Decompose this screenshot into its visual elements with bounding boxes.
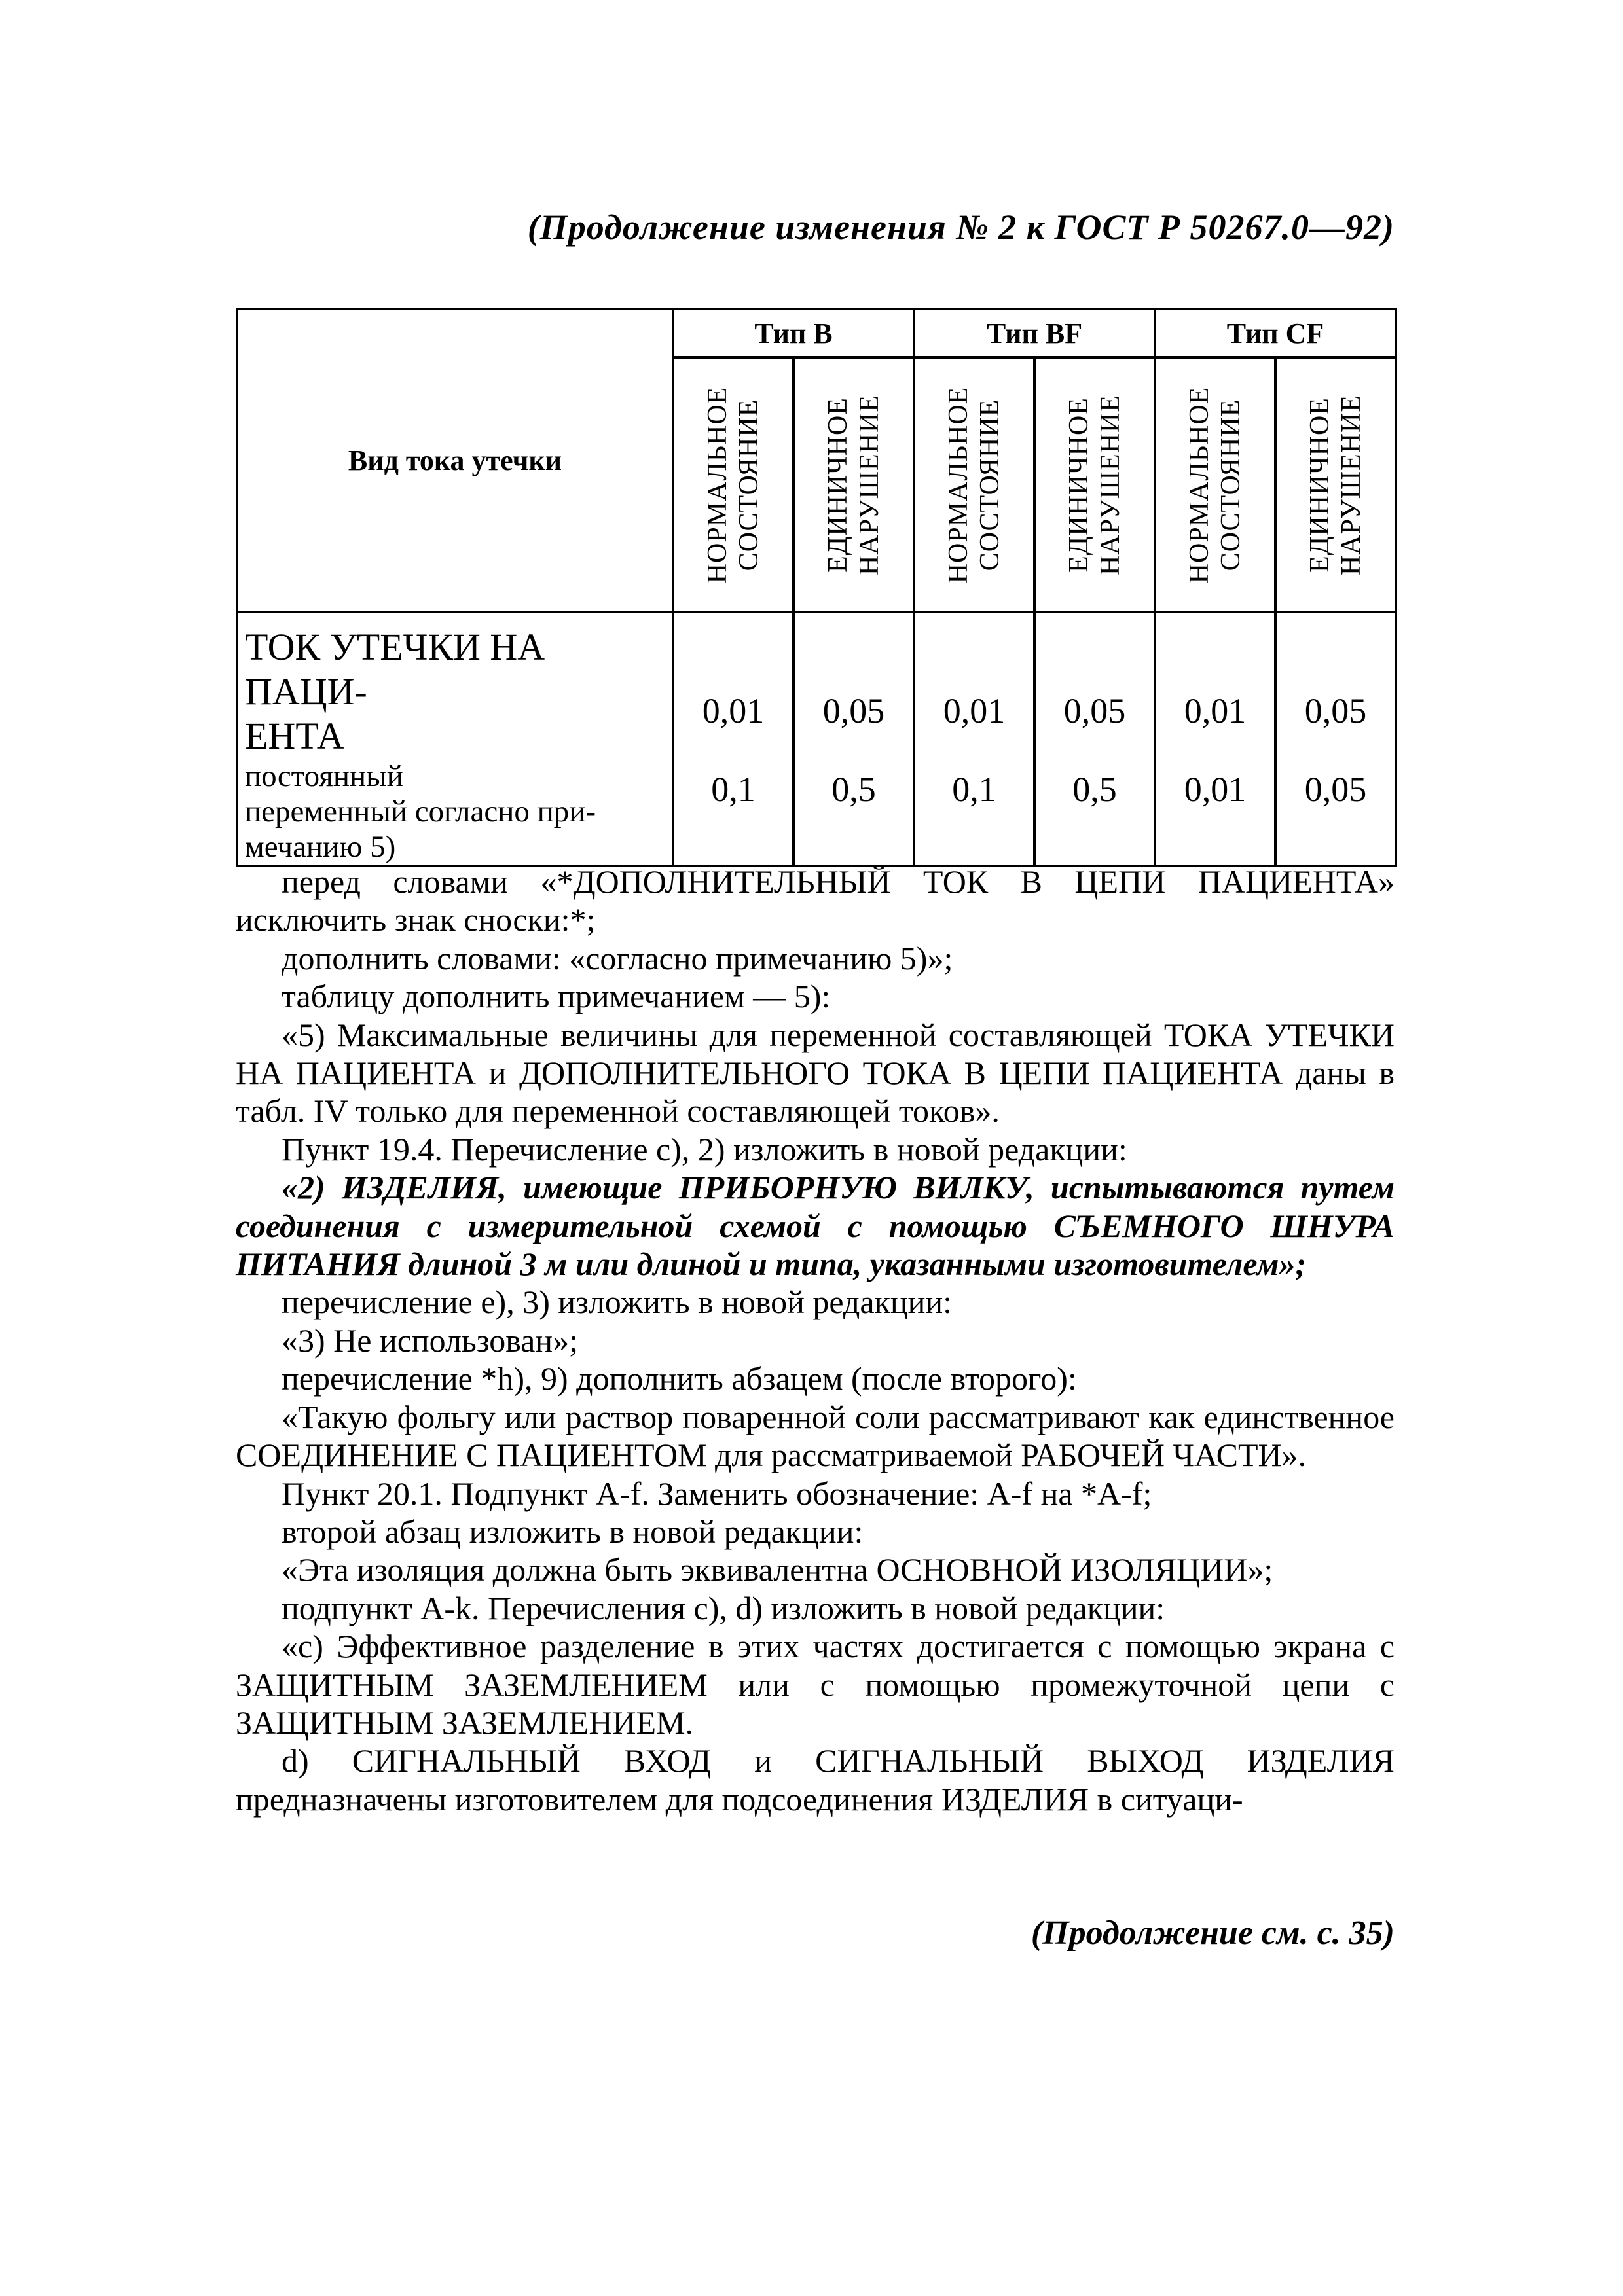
paragraph: перечисление е), 3) изложить в новой редакции: xyxy=(282,1283,953,1321)
paragraph: «Такую фольгу или раствор поваренной соли рассматривают как единственное СОЕДИНЕНИЕ С ПАЦИЕНТОМ для рассматриваемой РАБОЧЕЙ ЧАСТИ». xyxy=(236,1398,1395,1474)
paragraph: d) СИГНАЛЬНЫЙ ВХОД и СИГНАЛЬНЫЙ ВЫХОД ИЗДЕЛИЯ предназначены изготовителем для подсоединения ИЗДЕЛИЯ в ситуаци- xyxy=(236,1742,1395,1818)
table-row xyxy=(237,612,1396,866)
leakage-kind-header: Вид тока утечки xyxy=(237,309,673,612)
ac-value: 0,5 xyxy=(831,770,876,809)
ac-value: 0,01 xyxy=(1184,770,1247,809)
paragraph: второй абзац изложить в новой редакции: xyxy=(282,1513,864,1550)
paragraph: таблицу дополнить примечанием — 5): xyxy=(282,978,831,1015)
dc-value: 0,01 xyxy=(943,691,1006,730)
body-text xyxy=(236,863,1395,1818)
paragraph: дополнить словами: «согласно примечанию 5)»; xyxy=(282,939,953,977)
table-header-row xyxy=(237,309,1396,357)
leakage-current-table xyxy=(236,308,1397,867)
single-fault-header: ЕДИНИЧНОЕ НАРУШЕНИЕ xyxy=(1275,357,1396,612)
type-cf-header: Тип CF xyxy=(1155,309,1396,357)
document-page xyxy=(236,0,1395,2296)
ac-value: 0,1 xyxy=(711,770,756,809)
paragraph: «3) Не использован»; xyxy=(282,1321,579,1359)
dc-value: 0,05 xyxy=(1304,691,1367,730)
normal-state-header: НОРМАЛЬНОЕ СОСТОЯНИЕ xyxy=(914,357,1034,612)
value-cell xyxy=(793,612,914,866)
normal-state-header: НОРМАЛЬНОЕ СОСТОЯНИЕ xyxy=(673,357,793,612)
paragraph: подпункт A-k. Перечисления с), d) изложить в новой редакции: xyxy=(282,1589,1165,1626)
single-fault-header: ЕДИНИЧНОЕ НАРУШЕНИЕ xyxy=(1034,357,1155,612)
running-header: (Продолжение изменения № 2 к ГОСТ Р 50267.0—92) xyxy=(527,207,1395,247)
continuation-footer: (Продолжение см. с. 35) xyxy=(1030,1914,1395,1952)
value-cell xyxy=(673,612,793,866)
dc-value: 0,05 xyxy=(1063,691,1126,730)
paragraph: «Эта изоляция должна быть эквивалентна ОСНОВНОЙ ИЗОЛЯЦИИ»; xyxy=(282,1551,1273,1588)
value-cell xyxy=(1034,612,1155,866)
dc-value: 0,01 xyxy=(1184,691,1247,730)
dc-value: 0,01 xyxy=(702,691,765,730)
ac-value: 0,1 xyxy=(952,770,996,809)
normal-state-header: НОРМАЛЬНОЕ СОСТОЯНИЕ xyxy=(1155,357,1275,612)
row-title: ТОК УТЕЧКИ НА ПАЦИ- ЕНТА xyxy=(245,626,545,757)
ac-value: 0,05 xyxy=(1304,770,1367,809)
value-cell xyxy=(1155,612,1275,866)
dc-value: 0,05 xyxy=(822,691,885,730)
paragraph: Пункт 19.4. Перечисление с), 2) изложить в новой редакции: xyxy=(282,1130,1127,1168)
paragraph: перед словами «*ДОПОЛНИТЕЛЬНЫЙ ТОК В ЦЕПИ ПАЦИЕНТА» исключить знак сноски:*; xyxy=(236,863,1395,939)
single-fault-header: ЕДИНИЧНОЕ НАРУШЕНИЕ xyxy=(793,357,914,612)
paragraph: Пункт 20.1. Подпункт A-f. Заменить обозначение: A-f на *A-f; xyxy=(282,1475,1152,1512)
paragraph: «с) Эффективное разделение в этих частях достигается с помощью экрана с ЗАЩИТНЫМ ЗАЗЕМЛЕНИЕМ или с помощью промежуточной цепи с ЗАЩИТНЫМ ЗАЗЕМЛЕНИЕМ. xyxy=(236,1628,1395,1741)
type-bf-header: Тип BF xyxy=(914,309,1155,357)
value-cell xyxy=(914,612,1034,866)
value-cell xyxy=(1275,612,1396,866)
row-label-cell xyxy=(237,612,673,866)
row-ac-label: переменный согласно при- мечанию 5) xyxy=(245,795,596,864)
row-dc-label: постоянный xyxy=(245,759,403,793)
paragraph-italic: «2) ИЗДЕЛИЯ, имеющие ПРИБОРНУЮ ВИЛКУ, испытываются путем соединения с измерительной схемой с помощью СЪЕМНОГО ШНУРА ПИТАНИЯ длиной 3 м или длиной и типа, указанными изготовителем»; xyxy=(236,1169,1395,1283)
paragraph: «5) Максимальные величины для переменной составляющей ТОКА УТЕЧКИ НА ПАЦИЕНТА и ДОПОЛНИТЕЛЬНОГО ТОКА В ЦЕПИ ПАЦИЕНТА даны в табл. IV только для переменной составляющей токов». xyxy=(236,1016,1395,1130)
ac-value: 0,5 xyxy=(1072,770,1117,809)
paragraph: перечисление *h), 9) дополнить абзацем (после второго): xyxy=(282,1360,1077,1397)
type-b-header: Тип B xyxy=(673,309,914,357)
